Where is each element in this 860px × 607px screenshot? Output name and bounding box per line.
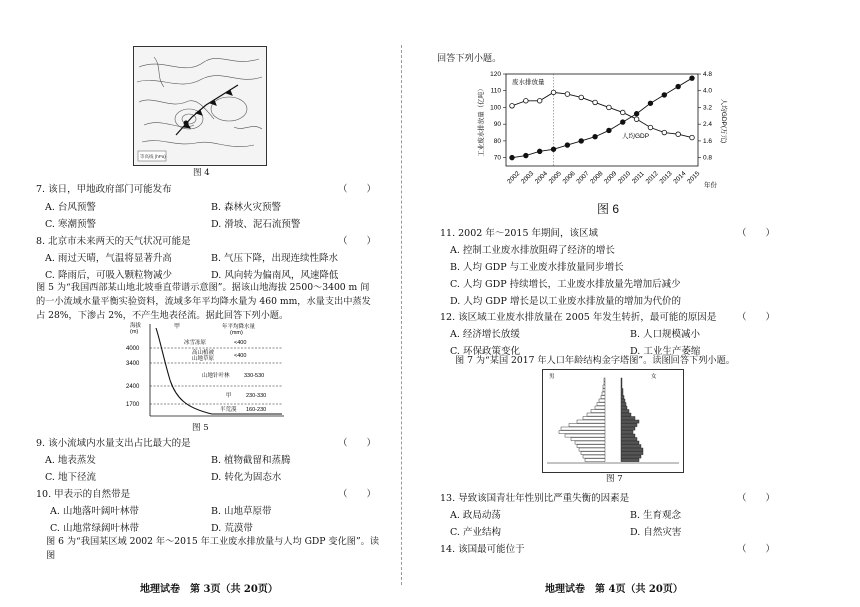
question-9-stem: 9. 该小流域内水量支出占比最大的是 <box>36 438 191 449</box>
svg-text:(mm): (mm) <box>230 330 243 336</box>
figure-7-caption: 图 7 <box>606 474 623 484</box>
figure-7-female-bar <box>621 413 631 416</box>
figure-5-tick-1700: 1700 <box>126 402 140 408</box>
figure-7-female-bar <box>621 385 622 388</box>
figure-6-waste-point <box>593 100 598 105</box>
question-7-option-a: A. 台风预警 <box>45 202 96 213</box>
question-12-option-b: B. 人口规模减小 <box>630 329 701 340</box>
figure-5-zone-1: 冰雪冻原 <box>184 340 207 346</box>
question-8-stem: 8. 北京市未来两天的天气状况可能是 <box>36 236 191 247</box>
svg-text:(m): (m) <box>130 329 139 335</box>
figure-5-y-unit: 海拔 <box>130 323 142 329</box>
figure-6-gdp-line <box>512 78 692 157</box>
question-13-option-c: C. 产业结构 <box>450 527 501 538</box>
question-12-stem: 12. 该区域工业废水排放量在 2005 年发生转折，最可能的原因是 <box>440 312 717 323</box>
question-12-option-a: A. 经济增长放缓 <box>450 329 520 340</box>
figure-5-zone-1-value: <400 <box>234 340 247 346</box>
figure-6-gdp-series-label: 人均GDP <box>622 133 650 140</box>
figure-4-weather-map <box>133 46 267 166</box>
figure-6-gdp-point <box>648 101 653 106</box>
figure-7-male-bar <box>577 420 605 423</box>
figure-6-waste-point <box>579 95 584 100</box>
figure-7-female-bar <box>621 452 643 455</box>
figure-6-caption: 图 6 <box>597 202 620 216</box>
figure-6-gdp-point <box>579 139 584 144</box>
figure-7-female-bar <box>621 392 623 395</box>
figure-7-male-bar <box>583 417 605 420</box>
figure-7-male-bar <box>599 399 605 402</box>
figure-5-zone-5-value: 160-230 <box>246 407 267 413</box>
figure-6-waste-series-label: 废水排放量 <box>512 79 545 86</box>
figure-6-gdp-point <box>676 84 681 89</box>
figure-6-waste-point <box>620 110 625 115</box>
figure-6-intro-continued: 回答下列小题。 <box>437 53 502 64</box>
question-7-option-c: C. 寒潮预警 <box>45 219 96 230</box>
figure-7-female-label: 女 <box>651 374 657 380</box>
figure-5-zone-5: 半荒漠 <box>220 407 237 413</box>
figure-4-legend: 等高线 (hPa) <box>140 154 166 159</box>
question-8-option-d: D. 风向转为偏南风，风速降低 <box>211 270 339 281</box>
figure-6-left-tick-label: 120 <box>490 71 501 78</box>
figure-7-male-bar <box>569 424 605 427</box>
figure-7-population-pyramid <box>542 369 684 473</box>
figure-6-x-tick-label: 2003 <box>520 170 536 186</box>
question-7-answer-paren: （ ） <box>338 184 377 195</box>
page-4-footer: 地理试卷 第 4页（共 20页） <box>545 584 683 595</box>
figure-6-right-tick-label: 1.6 <box>703 137 713 145</box>
figure-6-left-tick-label: 80 <box>493 137 501 145</box>
figure-6-gdp-point <box>551 147 556 152</box>
figure-7-male-bar <box>602 392 605 395</box>
figure-6-right-tick-label: 4.0 <box>703 87 713 95</box>
figure-6-waste-point <box>690 135 695 140</box>
figure-6-gdp-point <box>662 93 667 98</box>
figure-7-female-bar <box>621 410 629 413</box>
figure-7-female-bar <box>621 403 626 406</box>
question-11-stem: 11. 2002 年～2015 年期间，该区域 <box>440 228 599 239</box>
figure-6-waste-point <box>634 117 639 122</box>
question-11-option-b: B. 人均 GDP 与工业废水排放量同步增长 <box>450 262 624 273</box>
figure-6-x-axis-label: 年份 <box>704 182 717 189</box>
figure-6-plot-frame <box>506 74 698 166</box>
figure-7-male-bar <box>577 445 605 448</box>
figure-5-tick-2400: 2400 <box>126 384 140 390</box>
figure-6-waste-point <box>537 98 542 103</box>
question-12-option-d: D. 工业生产萎缩 <box>630 346 701 357</box>
figure-5-precip-header: 年平均降水量 <box>222 324 256 330</box>
figure-6-x-tick-label: 2005 <box>547 170 563 186</box>
question-7-stem: 7. 该日，甲地政府部门可能发布 <box>36 184 172 195</box>
figure-5-zone-3: 山地针叶林 <box>202 373 230 379</box>
figure-7-male-bar <box>579 448 605 451</box>
question-14-stem: 14. 该国最可能位于 <box>440 544 525 555</box>
figure-5-zone-4-value: 230-330 <box>246 393 267 399</box>
figure-7-female-bar <box>621 445 641 448</box>
figure-7-male-bar <box>575 441 605 444</box>
figure-7-male-label: 男 <box>549 374 555 380</box>
figure-5-tick-4000: 4000 <box>126 346 140 352</box>
figure-7-female-bar <box>621 448 643 451</box>
question-10-stem: 10. 甲表示的自然带是 <box>36 489 131 500</box>
figure-5-intro: 图 5 为“我国西部某山地北坡垂直带谱示意图”。据该山地海拔 2500～3400 m 间的一小流域水量平衡实验资料，流域多年平均降水量为 460 mm，水量支出中蒸发占 28%，下渗占 2%，不产生地表径流。据此回答下列小题。 <box>36 282 371 321</box>
figure-7-female-bar <box>621 438 637 441</box>
question-11-option-c: C. 人均 GDP 持续增长，工业废水排放量先增加后减少 <box>450 279 681 290</box>
figure-6-waste-point <box>510 103 515 108</box>
question-14-answer-paren: （ ） <box>737 544 776 555</box>
question-7-option-d: D. 滑坡、泥石流预警 <box>211 219 301 230</box>
figure-7-female-bar <box>621 378 622 381</box>
figure-6-right-tick-label: 2.4 <box>703 121 713 129</box>
question-13-option-a: A. 政局动荡 <box>450 510 501 521</box>
figure-7-male-bar <box>597 403 605 406</box>
figure-6-left-axis-label: 工业废水排放量（亿吨） <box>478 85 485 157</box>
question-12-option-c: C. 环保政策变化 <box>450 346 520 357</box>
figure-6-left-tick-label: 110 <box>490 87 501 95</box>
figure-7-female-bar <box>621 459 639 462</box>
figure-6-x-tick-label: 2009 <box>603 170 619 186</box>
figure-7-male-bar <box>604 378 605 381</box>
figure-6-waste-point <box>648 125 653 130</box>
figure-7-female-bar <box>621 399 625 402</box>
page-3-footer: 地理试卷 第 3页（共 20页） <box>140 584 278 595</box>
figure-7-female-bar <box>621 441 639 444</box>
figure-6-left-tick-label: 70 <box>493 154 501 162</box>
figure-6-intro: 图 6 为“我国某区域 2002 年～2015 年工业废水排放量与人均 GDP 变化图”。读图 <box>46 536 380 561</box>
figure-6-gdp-point <box>607 128 612 133</box>
question-8-option-c: C. 降雨后，可吸入颗粒物减少 <box>45 270 172 281</box>
figure-6-waste-point <box>607 105 612 110</box>
question-10-option-a: A. 山地落叶阔叶林带 <box>50 506 139 517</box>
figure-6-x-tick-label: 2011 <box>630 170 646 186</box>
question-9-answer-paren: （ ） <box>338 438 377 449</box>
figure-6-x-tick-label: 2012 <box>644 170 660 186</box>
question-12-answer-paren: （ ） <box>737 312 776 323</box>
figure-6-x-tick-label: 2006 <box>561 170 577 186</box>
figure-7-male-bar <box>561 427 605 430</box>
figure-7-male-bar <box>571 438 605 441</box>
figure-7-male-bar <box>603 385 605 388</box>
figure-7-female-bar <box>621 396 624 399</box>
figure-6-gdp-point <box>510 155 515 160</box>
figure-7-male-bar <box>581 452 605 455</box>
figure-5-alt-label: 甲 <box>174 324 181 330</box>
question-9-option-d: D. 转化为固态水 <box>211 472 282 483</box>
question-8-option-b: B. 气压下降，出现连续性降水 <box>211 253 339 264</box>
figure-6-waste-point <box>551 90 556 95</box>
figure-7-female-bar <box>621 420 639 423</box>
figure-6-right-tick-label: 3.2 <box>703 104 713 112</box>
figure-6-gdp-point <box>565 143 570 148</box>
figure-7-female-bar <box>621 424 637 427</box>
question-13-answer-paren: （ ） <box>737 493 776 504</box>
figure-5-zone-3-value: 330-530 <box>244 373 265 379</box>
question-9-option-c: C. 地下径流 <box>45 472 96 483</box>
question-10-option-b: B. 山地草原带 <box>211 506 272 517</box>
question-7-option-b: B. 森林火灾预警 <box>211 202 282 213</box>
figure-7-female-bar <box>621 389 623 392</box>
question-9-option-b: B. 植物截留和蒸腾 <box>211 455 291 466</box>
question-8-option-a: A. 雨过天晴，气温将显著升高 <box>45 253 172 264</box>
figure-7-male-bar <box>585 459 605 462</box>
figure-6-x-tick-label: 2014 <box>672 170 688 186</box>
figure-4-caption: 图 4 <box>193 168 210 178</box>
figure-6-gdp-point <box>537 149 542 154</box>
figure-5-zone-4: 甲 <box>226 393 232 399</box>
figure-6-x-tick-label: 2010 <box>616 170 633 186</box>
figure-6-x-tick-label: 2004 <box>533 170 550 186</box>
question-13-option-d: D. 自然灾害 <box>630 527 682 538</box>
figure-6-left-tick-label: 90 <box>493 121 501 129</box>
figure-7-male-bar <box>565 434 605 437</box>
question-11-option-a: A. 控制工业废水排放阻碍了经济的增长 <box>450 245 615 256</box>
figure-6-chart <box>476 66 728 216</box>
question-10-answer-paren: （ ） <box>338 489 377 500</box>
figure-7-male-bar <box>595 406 605 409</box>
question-11-answer-paren: （ ） <box>737 228 776 239</box>
figure-6-waste-point <box>676 132 681 137</box>
figure-7-male-bar <box>559 431 605 434</box>
question-10-option-c: C. 山地常绿阔叶林带 <box>50 523 139 534</box>
figure-7-intro: 图 7 为“某国 2017 年人口年龄结构金字塔图”。读图回答下列小题。 <box>455 355 735 366</box>
figure-6-x-tick-label: 2008 <box>589 170 605 186</box>
figure-6-x-tick-label: 2002 <box>506 170 522 186</box>
figure-7-male-bar <box>604 382 605 385</box>
question-11-option-d: D. 人均 GDP 增长是以工业废水排放量的增加为代价的 <box>450 296 681 307</box>
question-13-option-b: B. 生育观念 <box>630 510 682 521</box>
figure-6-x-tick-label: 2007 <box>575 170 591 186</box>
figure-5-vertical-zone-profile <box>122 320 286 420</box>
figure-5-zone-2: 高山植被 <box>192 350 215 356</box>
figure-7-female-bar <box>621 427 635 430</box>
figure-6-x-tick-label: 2015 <box>686 170 702 186</box>
figure-5-caption: 图 5 <box>192 423 209 433</box>
figure-7-male-bar <box>591 410 605 413</box>
figure-6-gdp-point <box>524 153 529 158</box>
figure-6-waste-point <box>662 130 667 135</box>
figure-7-female-bar <box>621 382 622 385</box>
figure-7-male-bar <box>601 396 605 399</box>
figure-6-gdp-point <box>620 120 625 125</box>
figure-7-female-bar <box>621 406 627 409</box>
figure-6-gdp-point <box>634 111 639 116</box>
figure-6-waste-point <box>565 92 570 97</box>
figure-6-gdp-point <box>593 134 598 139</box>
figure-5-tick-3400: 3400 <box>126 361 140 367</box>
figure-7-male-bar <box>583 455 605 458</box>
figure-6-gdp-point <box>690 76 695 81</box>
figure-7-male-bar <box>603 389 605 392</box>
svg-text:山地草原: 山地草原 <box>192 356 215 362</box>
figure-6-x-tick-label: 2013 <box>658 170 674 186</box>
question-9-option-a: A. 地表蒸发 <box>45 455 96 466</box>
figure-6-right-axis-label: 人均GDP(万元) <box>720 98 727 144</box>
column-divider <box>401 45 402 585</box>
figure-6-left-tick-label: 100 <box>490 104 501 112</box>
figure-6-waste-point <box>524 98 529 103</box>
figure-7-female-bar <box>621 417 635 420</box>
figure-6-right-tick-label: 0.8 <box>703 154 713 162</box>
question-8-answer-paren: （ ） <box>338 236 377 247</box>
figure-7-female-bar <box>621 455 641 458</box>
figure-5-zone-2-value: <400 <box>234 353 247 359</box>
question-10-option-d: D. 荒漠带 <box>211 523 253 534</box>
figure-6-right-tick-label: 4.8 <box>703 71 713 78</box>
question-13-stem: 13. 导致该国青壮年性别比严重失衡的因素是 <box>440 493 630 504</box>
figure-7-male-bar <box>587 413 605 416</box>
figure-7-female-bar <box>621 431 633 434</box>
figure-7-female-bar <box>621 434 635 437</box>
